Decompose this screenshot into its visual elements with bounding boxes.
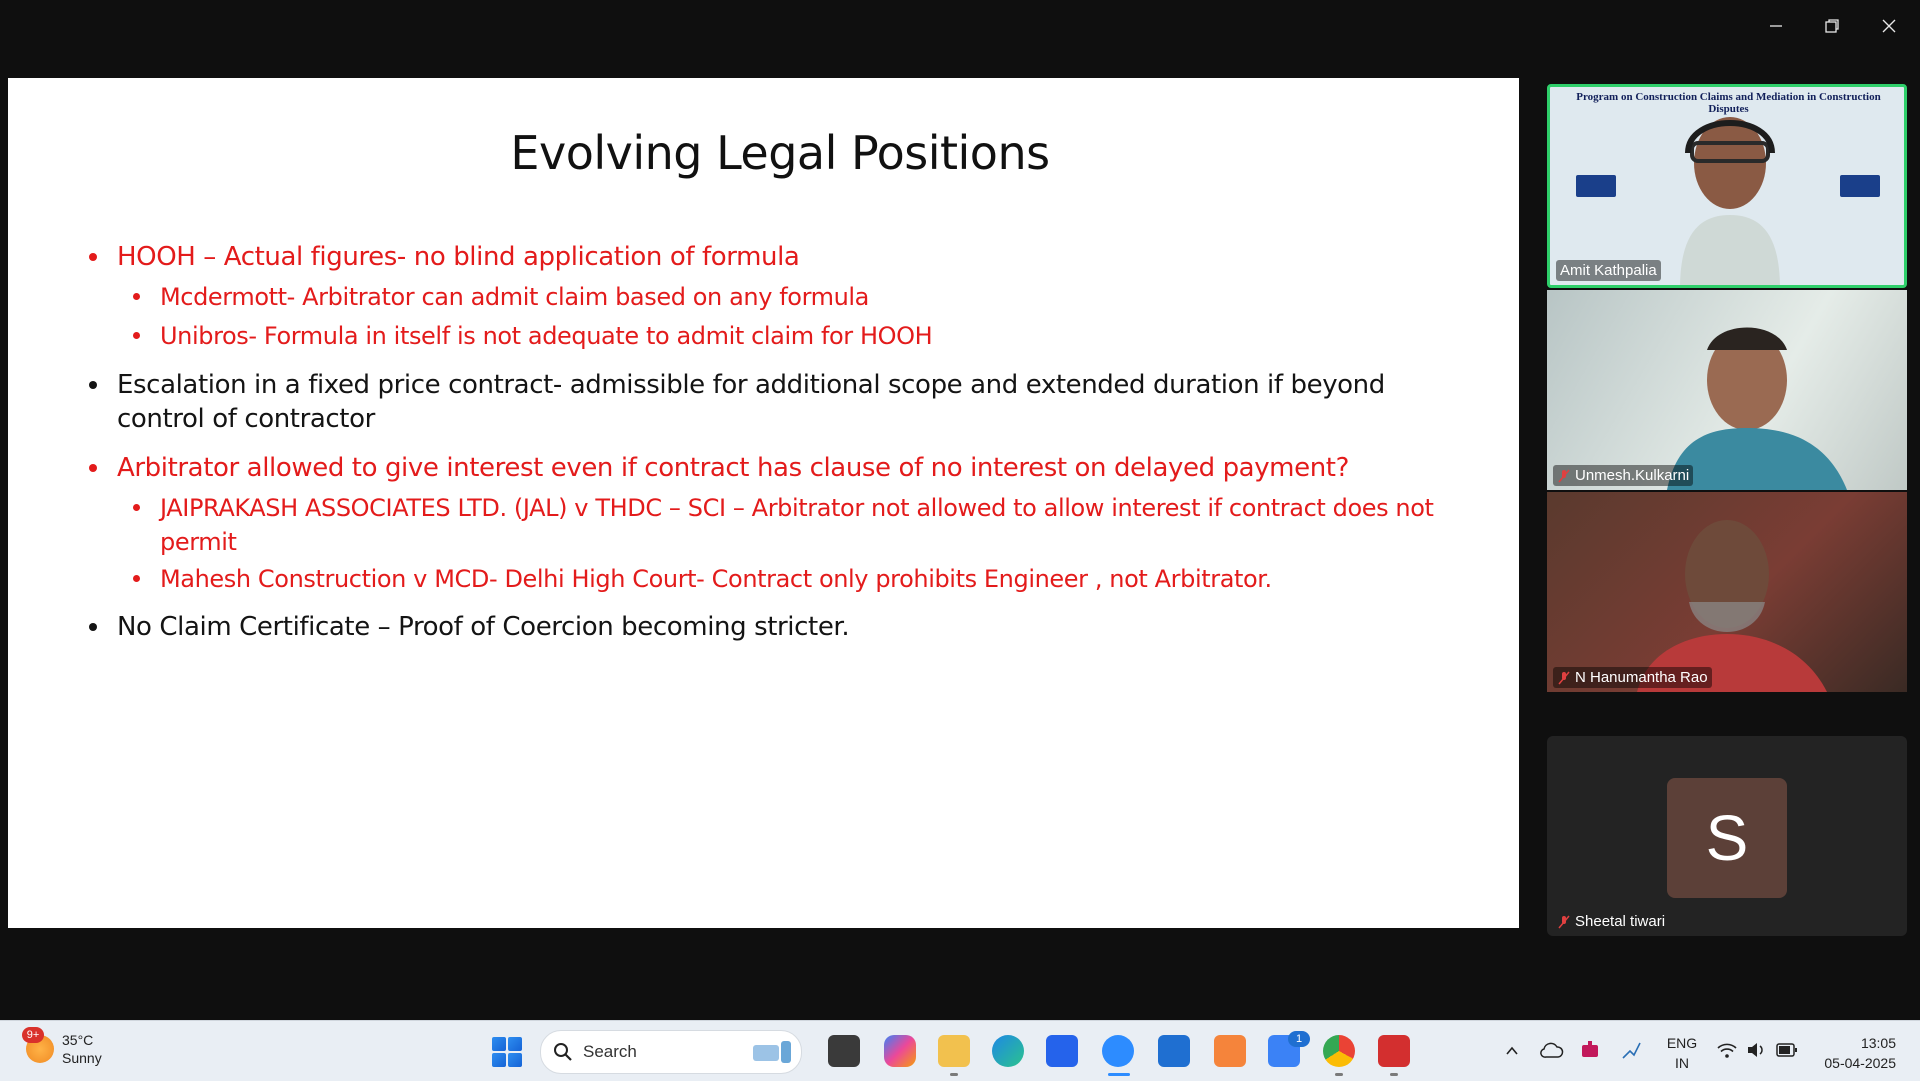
sub-bullet-item: Unibros- Formula in itself is not adequate to admit claim for HOOH	[160, 319, 932, 353]
participant-tile[interactable]	[1547, 736, 1907, 936]
app-tray-icon[interactable]	[1580, 1039, 1600, 1059]
wifi-icon[interactable]	[1716, 1041, 1738, 1059]
chrome-icon[interactable]	[1323, 1035, 1355, 1067]
close-button[interactable]	[1871, 8, 1907, 44]
acrobat-icon[interactable]	[1378, 1035, 1410, 1067]
shared-slide	[8, 78, 1519, 928]
todo-icon[interactable]	[1268, 1033, 1303, 1067]
file-explorer-icon[interactable]	[828, 1035, 860, 1067]
bullet-dot	[133, 575, 140, 582]
participant-name: Amit Kathpalia	[1556, 260, 1661, 281]
sub-bullet-item: Mahesh Construction v MCD- Delhi High Court- Contract only prohibits Engineer , not Arbitrator.	[160, 562, 1272, 596]
organization-logo	[1840, 175, 1880, 197]
participant-tile[interactable]	[1547, 492, 1907, 692]
weather-temp: 35°C	[62, 1032, 94, 1048]
minimize-button[interactable]	[1758, 8, 1794, 44]
cloud-icon[interactable]	[1540, 1041, 1564, 1059]
volume-icon[interactable]	[1746, 1041, 1768, 1059]
clock-time: 13:05	[1860, 1035, 1896, 1051]
participant-name: Unmesh.Kulkarni	[1553, 465, 1693, 486]
close-icon	[1881, 18, 1897, 34]
copilot-icon[interactable]	[884, 1035, 916, 1067]
zoom-icon[interactable]	[1102, 1035, 1134, 1067]
bullet-item: HOOH – Actual figures- no blind application of formula	[117, 240, 799, 274]
weather-widget[interactable]	[26, 1031, 102, 1067]
organization-logo	[1576, 175, 1616, 197]
bullet-dot	[89, 253, 97, 261]
participant-tile[interactable]	[1547, 290, 1907, 490]
edge-icon[interactable]	[992, 1035, 1024, 1067]
bullet-dot	[89, 464, 97, 472]
weather-condition: Sunny	[62, 1050, 102, 1066]
browser-e-icon[interactable]	[1214, 1035, 1246, 1067]
participant-tile-active-speaker[interactable]	[1547, 84, 1907, 288]
bullet-item: No Claim Certificate – Proof of Coercion becoming stricter.	[117, 610, 849, 644]
pen-tray-icon[interactable]	[1620, 1039, 1642, 1061]
restore-icon	[1824, 18, 1840, 34]
muted-mic-icon	[1557, 671, 1571, 685]
muted-mic-icon	[1557, 469, 1571, 483]
bullet-dot	[133, 293, 140, 300]
participant-video	[1637, 502, 1837, 692]
search-highlight-icon	[751, 1037, 795, 1067]
minimize-icon	[1768, 18, 1784, 34]
language-indicator[interactable]: ENG IN	[1666, 1035, 1698, 1071]
bullet-dot	[133, 332, 140, 339]
notification-badge: 1	[1288, 1031, 1310, 1047]
mail-icon[interactable]	[1158, 1035, 1190, 1067]
bullet-dot	[133, 504, 140, 511]
restore-button[interactable]	[1814, 8, 1850, 44]
folder-icon[interactable]	[938, 1035, 970, 1067]
notification-badge: 9+	[22, 1027, 44, 1043]
system-clock[interactable]	[1812, 1033, 1896, 1073]
muted-mic-icon	[1557, 915, 1571, 929]
slide-title: Evolving Legal Positions	[510, 126, 1050, 180]
participant-video	[1667, 310, 1867, 490]
battery-icon[interactable]	[1776, 1043, 1798, 1057]
participant-video	[1670, 103, 1790, 288]
participant-name: N Hanumantha Rao	[1553, 667, 1712, 688]
store-icon[interactable]	[1046, 1035, 1078, 1067]
chevron-up-icon[interactable]	[1504, 1043, 1520, 1059]
windows-logo-icon	[492, 1037, 506, 1051]
clock-date: 05-04-2025	[1824, 1055, 1896, 1071]
start-button[interactable]	[492, 1037, 522, 1067]
avatar: S	[1667, 778, 1787, 898]
sub-bullet-item: Mcdermott- Arbitrator can admit claim based on any formula	[160, 280, 869, 314]
participant-name: Sheetal tiwari	[1553, 911, 1669, 932]
sun-icon	[26, 1029, 54, 1063]
bullet-item: Escalation in a fixed price contract- admissible for additional scope and extended duration if beyond control of contractor	[117, 368, 1385, 436]
taskbar	[0, 1020, 1920, 1081]
bullet-dot	[89, 381, 97, 389]
bullet-dot	[89, 623, 97, 631]
search-placeholder: Search	[583, 1042, 637, 1061]
search-icon	[553, 1042, 573, 1062]
bullet-item: Arbitrator allowed to give interest even if contract has clause of no interest on delayed payment?	[117, 451, 1349, 485]
taskbar-search[interactable]	[540, 1030, 802, 1074]
sub-bullet-item: JAIPRAKASH ASSOCIATES LTD. (JAL) v THDC – SCI – Arbitrator not allowed to allow interest if contract does not permit	[160, 491, 1434, 559]
banner-text: Program on Construction Claims and Mediation in Construction Disputes	[1576, 91, 1881, 115]
